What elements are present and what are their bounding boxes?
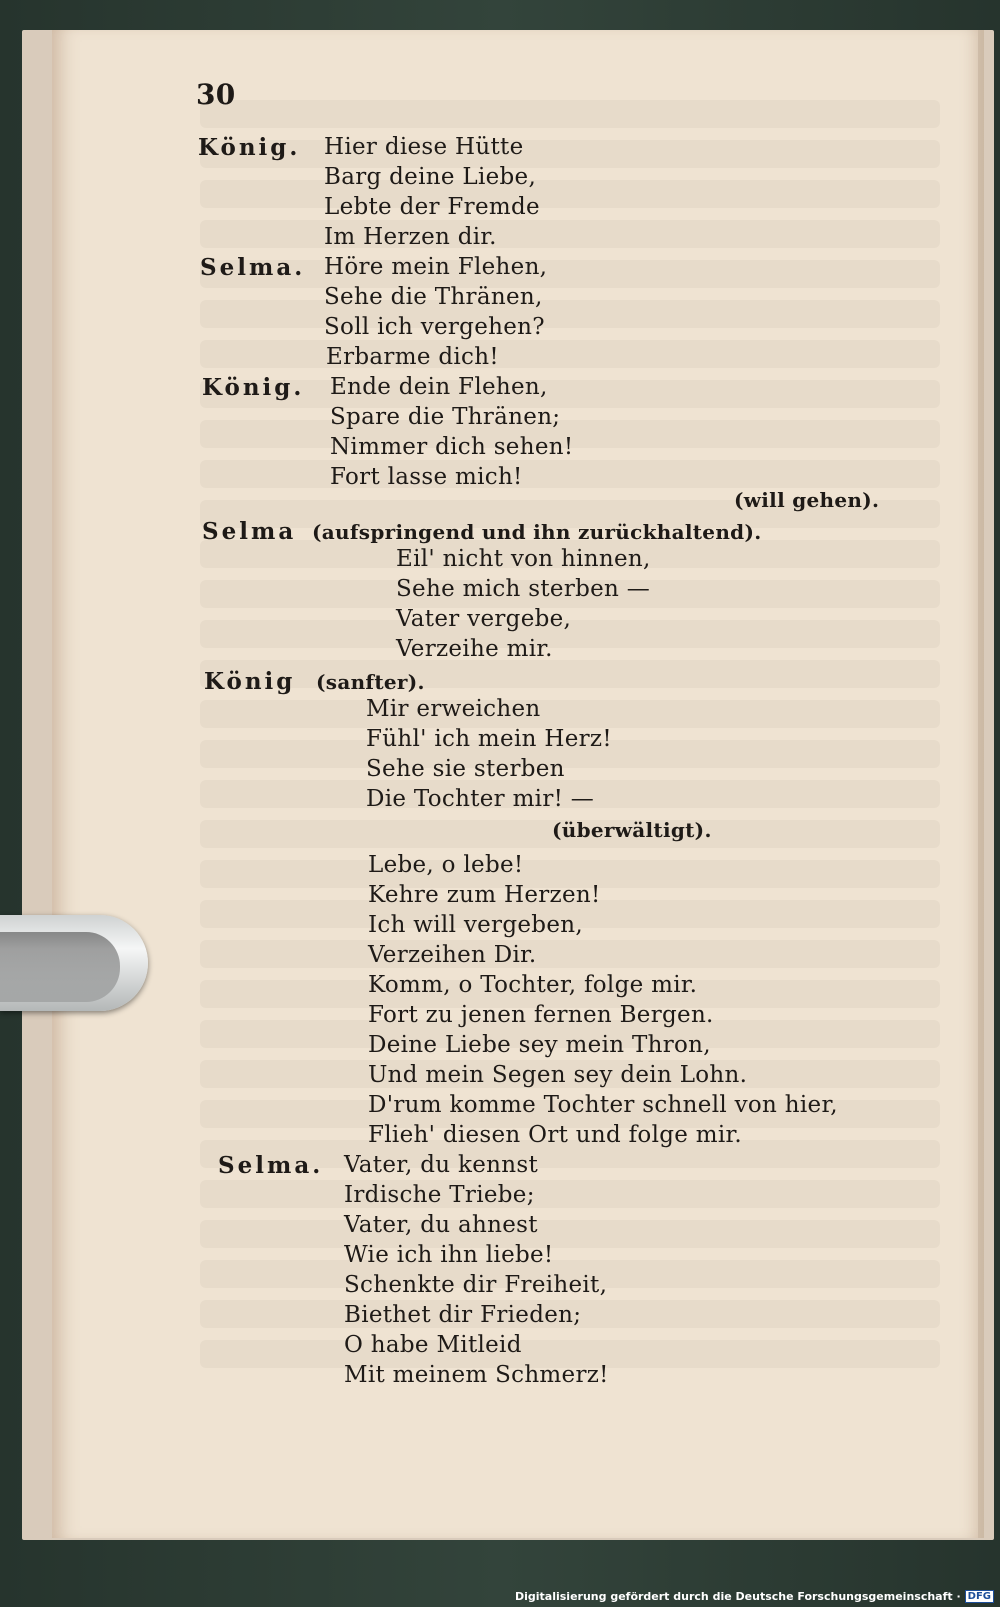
page-number: 30 <box>196 78 236 111</box>
stage-direction: (sanfter). <box>316 670 425 694</box>
verse-line: Flieh' diesen Ort und folge mir. <box>368 1122 742 1148</box>
dfg-logo: DFG <box>965 1590 994 1603</box>
verse-line: Sehe sie sterben <box>366 756 565 782</box>
verse-line: Schenkte dir Freiheit, <box>344 1272 608 1298</box>
verse-line: Vater, du ahnest <box>344 1212 538 1238</box>
verse-line: Lebe, o lebe! <box>368 852 524 878</box>
verse-line: Verzeihe mir. <box>396 636 553 662</box>
verse-line: Vater, du kennst <box>344 1152 539 1178</box>
verse-line: O habe Mitleid <box>344 1332 522 1358</box>
verse-line: Spare die Thränen; <box>330 404 561 430</box>
verse-line: Fühl' ich mein Herz! <box>366 726 612 752</box>
verse-line: Irdische Triebe; <box>344 1182 535 1208</box>
verse-line: Erbarme dich! <box>326 344 499 370</box>
verse-line: Eil' nicht von hinnen, <box>396 546 651 572</box>
speaker-label: Selma. <box>218 1152 324 1179</box>
stage-direction: (aufspringend und ihn zurückhaltend). <box>312 520 762 544</box>
verse-line: Vater vergebe, <box>396 606 572 632</box>
verse-line: Soll ich vergehen? <box>324 314 545 340</box>
verse-line: Mir erweichen <box>366 696 541 722</box>
speaker-label: König. <box>202 374 305 401</box>
verse-line: Fort lasse mich! <box>330 464 523 490</box>
verse-line: Die Tochter mir! — <box>366 786 595 812</box>
verse-line: Höre mein Flehen, <box>324 254 548 280</box>
stage-direction: (will gehen). <box>734 488 880 512</box>
verse-line: Verzeihen Dir. <box>368 942 537 968</box>
verse-line: Kehre zum Herzen! <box>368 882 601 908</box>
verse-line: Ende dein Flehen, <box>330 374 548 400</box>
speaker-label: Selma. <box>200 254 306 281</box>
stage-direction: (überwältigt). <box>552 818 712 842</box>
speaker-label: Selma <box>202 518 297 545</box>
verse-line: Sehe mich sterben — <box>396 576 651 602</box>
verse-line: Im Herzen dir. <box>324 224 497 250</box>
verse-line: Barg deine Liebe, <box>324 164 537 190</box>
verse-line: Hier diese Hütte <box>324 134 524 160</box>
verse-line: Nimmer dich sehen! <box>330 434 574 460</box>
verse-line: Und mein Segen sey dein Lohn. <box>368 1062 748 1088</box>
verse-line: Lebte der Fremde <box>324 194 540 220</box>
verse-line: Mit meinem Schmerz! <box>344 1362 609 1388</box>
page-holder-shadow <box>0 932 120 1002</box>
footer-credit <box>515 1590 994 1603</box>
verse-line: Wie ich ihn liebe! <box>344 1242 554 1268</box>
verse-line: Deine Liebe sey mein Thron, <box>368 1032 711 1058</box>
speaker-label: König <box>204 668 296 695</box>
verse-line: D'rum komme Tochter schnell von hier, <box>368 1092 838 1118</box>
verse-line: Komm, o Tochter, folge mir. <box>368 972 698 998</box>
verse-line: Fort zu jenen fernen Bergen. <box>368 1002 714 1028</box>
verse-line: Sehe die Thränen, <box>324 284 543 310</box>
footer-text: Digitalisierung gefördert durch die Deutsche Forschungsgemeinschaft · <box>514 1590 961 1603</box>
speaker-label: König. <box>198 134 301 161</box>
verse-line: Ich will vergeben, <box>368 912 583 938</box>
verse-line: Biethet dir Frieden; <box>344 1302 582 1328</box>
